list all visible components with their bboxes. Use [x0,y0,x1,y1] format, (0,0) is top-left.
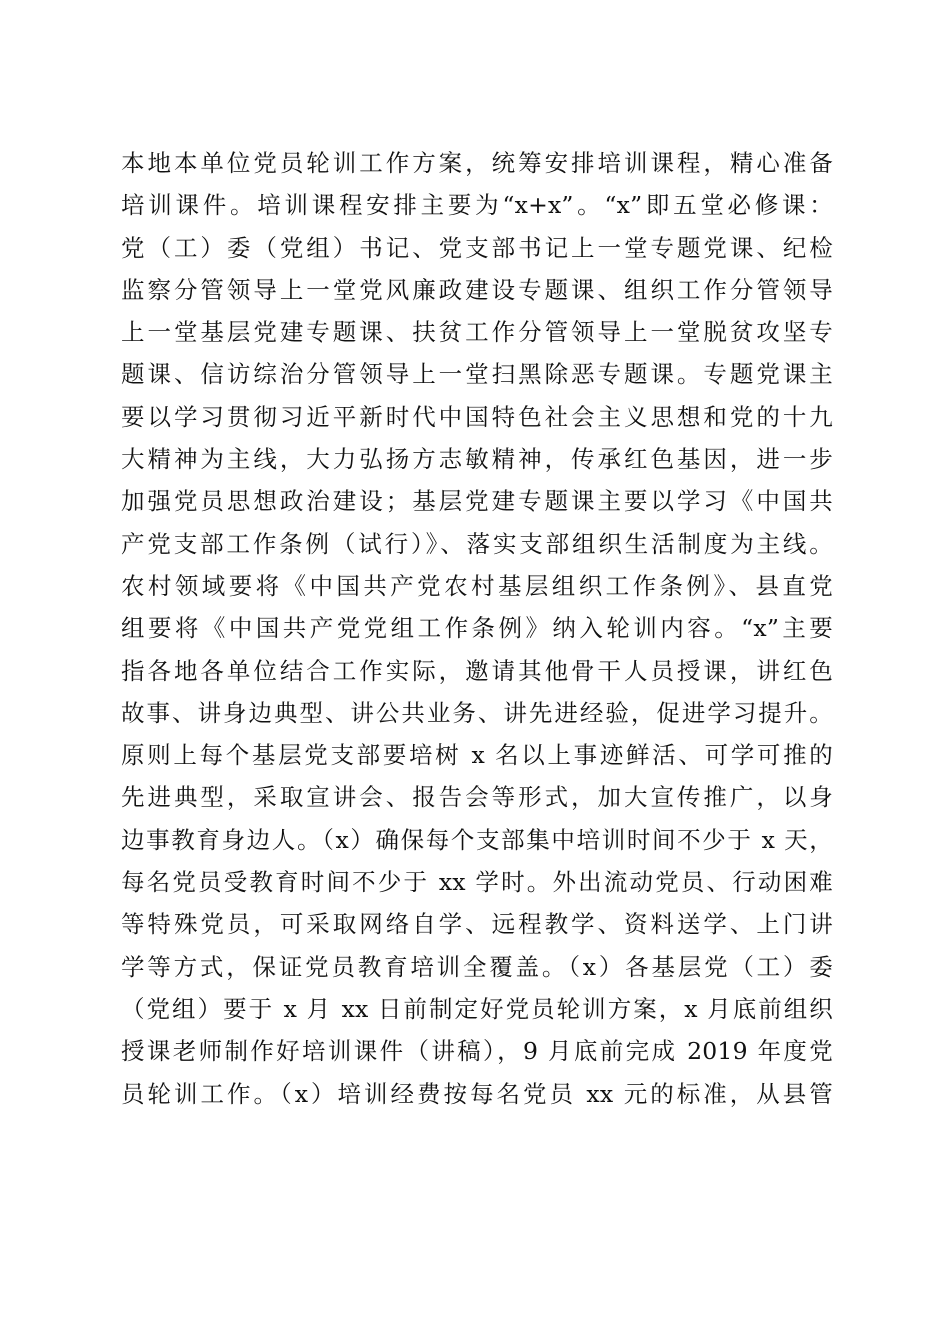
text-line: 题课、信访综治分管领导上一堂扫黑除恶专题课。专题党课主 [121,360,833,389]
text-line: 上一堂基层党建专题课、扶贫工作分管领导上一堂脱贫攻坚专 [121,318,833,347]
text-line: 授课老师制作好培训课件（讲稿），9 月底前完成 2019 年度党 [121,1037,833,1066]
text-line: 监察分管领导上一堂党风廉政建设专题课、组织工作分管领导 [121,275,833,304]
text-line: 组要将《中国共产党党组工作条例》纳入轮训内容。“x”主要 [121,614,833,643]
text-line: 原则上每个基层党支部要培树 x 名以上事迹鲜活、可学可推的 [121,741,833,770]
text-line: 党（工）委（党组）书记、党支部书记上一堂专题党课、纪检 [121,233,833,262]
text-line: 大精神为主线，大力弘扬方志敏精神，传承红色基因，进一步 [121,445,833,474]
text-line: 每名党员受教育时间不少于 xx 学时。外出流动党员、行动困难 [121,868,833,897]
text-line: 指各地各单位结合工作实际，邀请其他骨干人员授课，讲红色 [121,656,833,685]
text-line: 故事、讲身边典型、讲公共业务、讲先进经验，促进学习提升。 [121,698,833,727]
text-line: 等特殊党员，可采取网络自学、远程教学、资料送学、上门讲 [121,910,833,939]
body-text [121,142,833,1115]
text-line: 本地本单位党员轮训工作方案，统筹安排培训课程，精心准备 [121,149,833,177]
text-line: 先进典型，采取宣讲会、报告会等形式，加大宣传推广，以身 [121,783,833,812]
text-line: 学等方式，保证党员教育培训全覆盖。（x）各基层党（工）委 [121,952,833,981]
text-line: 产党支部工作条例（试行）》、落实支部组织生活制度为主线。 [121,529,833,558]
text-line: 员轮训工作。（x）培训经费按每名党员 xx 元的标准，从县管 [121,1079,833,1108]
text-line: （党组）要于 x 月 xx 日前制定好党员轮训方案，x 月底前组织 [121,994,833,1023]
text-line: 农村领域要将《中国共产党农村基层组织工作条例》、县直党 [121,571,833,600]
text-line: 边事教育身边人。（x）确保每个支部集中培训时间不少于 x 天， [121,825,833,854]
text-line: 加强党员思想政治建设；基层党建专题课主要以学习《中国共 [121,487,833,516]
text-line: 要以学习贯彻习近平新时代中国特色社会主义思想和党的十九 [121,402,833,431]
text-line: 培训课件。培训课程安排主要为“x+x”。“x”即五堂必修课： [121,191,833,220]
